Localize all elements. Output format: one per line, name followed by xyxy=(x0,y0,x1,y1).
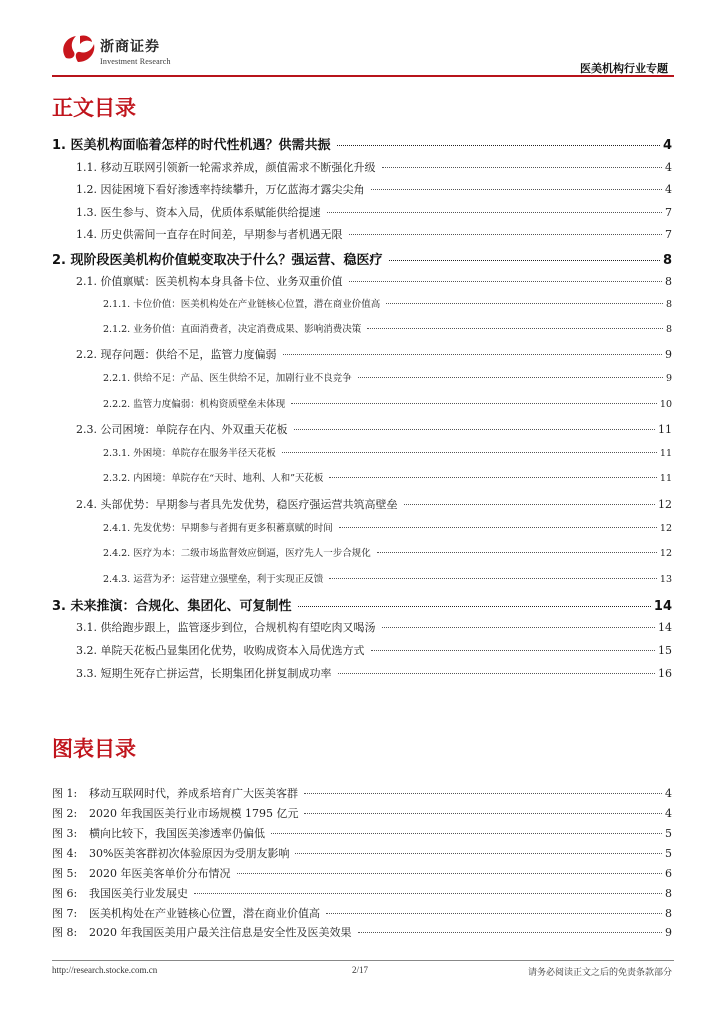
figure-label: 我国医美行业发展史 xyxy=(89,887,188,900)
toc-entry-page: 8 xyxy=(662,253,672,268)
figure-entry-5[interactable] xyxy=(52,865,672,881)
toc-entry-page: 8 xyxy=(665,299,672,310)
figure-label: 医美机构处在产业链核心位置，潜在商业价值高 xyxy=(89,907,320,920)
toc-entry-label: 1.4. 历史供需间一直存在时间差，早期参与者机遇无限 xyxy=(76,228,343,241)
toc-entry-2-1-2[interactable] xyxy=(103,321,672,335)
figure-entry-6[interactable] xyxy=(52,885,672,901)
dot-leader xyxy=(382,627,656,628)
footer-url-link[interactable]: http://research.stocke.com.cn xyxy=(52,965,158,975)
toc-entry-1[interactable] xyxy=(52,134,672,153)
toc-entry-label: 2.4.2. 医疗为本：二级市场监督效应倒逼，医疗先人一步合规化 xyxy=(103,548,371,559)
toc-entry-3-1[interactable] xyxy=(76,619,672,635)
figure-page: 6 xyxy=(665,867,672,880)
figure-label: 30%医美客群初次体验原因为受朋友影响 xyxy=(89,847,290,860)
toc-heading: 正文目录 xyxy=(52,96,136,120)
footer-disclaimer: 请务必阅读正文之后的免责条款部分 xyxy=(527,968,672,978)
toc-entry-label: 2.3.2. 内困境：单院存在“天时、地利、人和”天花板 xyxy=(103,473,324,484)
toc-entry-page: 12 xyxy=(659,523,672,534)
toc-entry-1-2[interactable] xyxy=(76,181,672,197)
toc-entry-label: 2.3. 公司困境：单院存在内、外双重天花板 xyxy=(76,423,288,436)
toc-entry-page: 11 xyxy=(659,448,672,459)
dot-leader xyxy=(329,477,656,478)
toc-entry-2[interactable] xyxy=(52,249,672,268)
dot-leader xyxy=(295,853,662,854)
toc-entry-label: 2.4.3. 运营为矛：运营建立强壁垒，利于实现正反馈 xyxy=(103,574,324,585)
page-header xyxy=(52,30,672,76)
figure-number: 图 2: xyxy=(52,807,78,820)
toc-entry-2-4-2[interactable] xyxy=(103,545,672,559)
dot-leader xyxy=(404,504,656,505)
toc-entry-label: 2.1. 价值禀赋：医美机构本身具备卡位、业务双重价值 xyxy=(76,275,343,288)
toc-entry-page: 12 xyxy=(659,548,672,559)
dot-leader xyxy=(327,212,663,213)
dot-leader xyxy=(237,873,663,874)
toc-entry-page: 7 xyxy=(665,228,672,241)
dot-leader xyxy=(358,377,663,378)
dot-leader xyxy=(349,281,663,282)
toc-entry-label: 3.2. 单院天花板凸显集团化优势，收购成资本入局优选方式 xyxy=(76,644,365,657)
toc-entry-label: 3.1. 供给跑步跟上，监管逐步到位，合规机构有望吃肉又喝汤 xyxy=(76,621,376,634)
toc-entry-page: 9 xyxy=(665,348,672,361)
figure-page: 4 xyxy=(665,807,672,820)
dot-leader xyxy=(294,429,656,430)
dot-leader xyxy=(282,452,657,453)
figure-entry-7[interactable] xyxy=(52,905,672,921)
toc-entry-page: 8 xyxy=(665,324,672,335)
figure-label: 横向比较下，我国医美渗透率仍偏低 xyxy=(89,827,265,840)
toc-entry-label: 2.2. 现存问题：供给不足，监管力度偏弱 xyxy=(76,348,277,361)
toc-entry-label: 2.3.1. 外困境：单院存在服务半径天花板 xyxy=(103,448,276,459)
toc-entry-2-2-1[interactable] xyxy=(103,370,672,384)
toc-entry-2-4-1[interactable] xyxy=(103,520,672,534)
figure-number: 图 7: xyxy=(52,907,78,920)
dot-leader xyxy=(338,673,656,674)
toc-entry-label: 1.2. 因徒困境下看好渗透率持续攀升，万亿蓝海才露尖尖角 xyxy=(76,183,365,196)
figure-number: 图 8: xyxy=(52,926,78,939)
toc-entry-label: 2.2.1. 供给不足：产品、医生供给不足，加剧行业不良竞争 xyxy=(103,373,352,384)
toc-entry-2-2-2[interactable] xyxy=(103,396,672,410)
figure-entry-4[interactable] xyxy=(52,845,672,861)
dot-leader xyxy=(371,650,656,651)
toc-entry-2-1-1[interactable] xyxy=(103,296,672,310)
figure-label: 2020 年我国医美行业市场规模 1795 亿元 xyxy=(89,807,299,820)
toc-entry-label: 1.3. 医生参与、资本入局，优质体系赋能供给提速 xyxy=(76,206,321,219)
dot-leader xyxy=(194,893,662,894)
dot-leader xyxy=(377,552,657,553)
toc-entry-page: 8 xyxy=(665,275,672,288)
dot-leader xyxy=(371,189,663,190)
dot-leader xyxy=(339,527,657,528)
figure-page: 8 xyxy=(665,907,672,920)
toc-entry-page: 15 xyxy=(658,644,672,657)
toc-entry-label: 1. 医美机构面临着怎样的时代性机遇？供需共振 xyxy=(52,138,331,153)
toc-entry-2-4[interactable] xyxy=(76,496,672,512)
toc-entry-1-1[interactable] xyxy=(76,159,672,175)
toc-entry-label: 2.2.2. 监管力度偏弱：机构资质壁垒未体现 xyxy=(103,399,286,410)
toc-entry-page: 9 xyxy=(665,373,672,384)
dot-leader xyxy=(283,354,663,355)
footer-page-number: 2/17 xyxy=(352,965,369,975)
dot-leader xyxy=(337,145,660,146)
company-logo-icon xyxy=(58,32,98,66)
dot-leader xyxy=(382,167,663,168)
toc-entry-2-3-1[interactable] xyxy=(103,445,672,459)
toc-entry-page: 4 xyxy=(665,183,672,196)
dot-leader xyxy=(349,234,663,235)
toc-entry-page: 11 xyxy=(659,473,672,484)
dot-leader xyxy=(329,578,657,579)
toc-entry-label: 3. 未来推演：合规化、集团化、可复制性 xyxy=(52,599,292,614)
toc-entry-page: 4 xyxy=(665,161,672,174)
dot-leader xyxy=(304,793,662,794)
toc-entry-label: 2. 现阶段医美机构价值蜕变取决于什么？强运营、稳医疗 xyxy=(52,253,383,268)
report-topic: 医美机构行业专题 xyxy=(580,62,668,75)
dot-leader xyxy=(389,260,660,261)
brand-name-en: Investment Research xyxy=(100,57,171,66)
toc-entry-page: 7 xyxy=(665,206,672,219)
toc-entry-1-4[interactable] xyxy=(76,226,672,242)
toc-entry-label: 2.1.1. 卡位价值：医美机构处在产业链核心位置，潜在商业价值高 xyxy=(103,299,381,310)
figure-label: 移动互联网时代，养成系培育广大医美客群 xyxy=(89,787,298,800)
toc-entry-2-2[interactable] xyxy=(76,346,672,362)
toc-entry-label: 3.3. 短期生死存亡拼运营，长期集团化拼复制成功率 xyxy=(76,667,332,680)
figures-heading: 图表目录 xyxy=(52,737,136,761)
toc-entry-page: 12 xyxy=(658,498,672,511)
toc-entry-2-4-3[interactable] xyxy=(103,571,672,585)
toc-entry-page: 16 xyxy=(658,667,672,680)
footer-divider xyxy=(52,960,674,961)
toc-entry-label: 1.1. 移动互联网引领新一轮需求养成，颜值需求不断强化升级 xyxy=(76,161,376,174)
figure-entry-8[interactable] xyxy=(52,924,672,940)
figure-page: 8 xyxy=(665,887,672,900)
toc-entry-label: 2.4. 头部优势：早期参与者具先发优势，稳医疗强运营共筑高壁垒 xyxy=(76,498,398,511)
figure-label: 2020 年医美客单价分布情况 xyxy=(89,867,231,880)
figure-entry-3[interactable] xyxy=(52,825,672,841)
figure-page: 4 xyxy=(665,787,672,800)
toc-entry-label: 2.1.2. 业务价值：直面消费者，决定消费成果、影响消费决策 xyxy=(103,324,362,335)
toc-entry-2-3[interactable] xyxy=(76,421,672,437)
header-divider xyxy=(52,75,674,77)
figure-number: 图 5: xyxy=(52,867,78,880)
toc-entry-3-2[interactable] xyxy=(76,642,672,658)
toc-entry-2-1[interactable] xyxy=(76,273,672,289)
brand-block xyxy=(100,36,171,66)
toc-entry-3[interactable] xyxy=(52,595,672,614)
dot-leader xyxy=(291,403,657,404)
brand-name-cn: 浙商证券 xyxy=(100,39,160,55)
toc-entry-page: 4 xyxy=(662,138,672,153)
toc-entry-page: 10 xyxy=(659,399,672,410)
dot-leader xyxy=(326,913,662,914)
toc-entry-label: 2.4.1. 先发优势：早期参与者拥有更多积蓄禀赋的时间 xyxy=(103,523,333,534)
dot-leader xyxy=(271,833,662,834)
figure-entry-2[interactable] xyxy=(52,805,672,821)
figure-entry-1[interactable] xyxy=(52,785,672,801)
figure-label: 2020 年我国医美用户最关注信息是安全性及医美效果 xyxy=(89,926,352,939)
toc-entry-page: 14 xyxy=(653,599,672,614)
toc-entry-page: 14 xyxy=(658,621,672,634)
dot-leader xyxy=(358,932,663,933)
dot-leader xyxy=(298,606,651,607)
dot-leader xyxy=(386,303,663,304)
figure-page: 5 xyxy=(665,847,672,860)
figure-number: 图 6: xyxy=(52,887,78,900)
figure-page: 5 xyxy=(665,827,672,840)
toc-entry-3-3[interactable] xyxy=(76,665,672,681)
dot-leader xyxy=(304,813,662,814)
toc-entry-1-3[interactable] xyxy=(76,204,672,220)
toc-entry-page: 11 xyxy=(658,423,672,436)
figure-number: 图 1: xyxy=(52,787,78,800)
toc-entry-2-3-2[interactable] xyxy=(103,470,672,484)
figure-number: 图 4: xyxy=(52,847,78,860)
toc-entry-page: 13 xyxy=(659,574,672,585)
dot-leader xyxy=(367,328,663,329)
figure-page: 9 xyxy=(665,926,672,939)
figure-number: 图 3: xyxy=(52,827,78,840)
